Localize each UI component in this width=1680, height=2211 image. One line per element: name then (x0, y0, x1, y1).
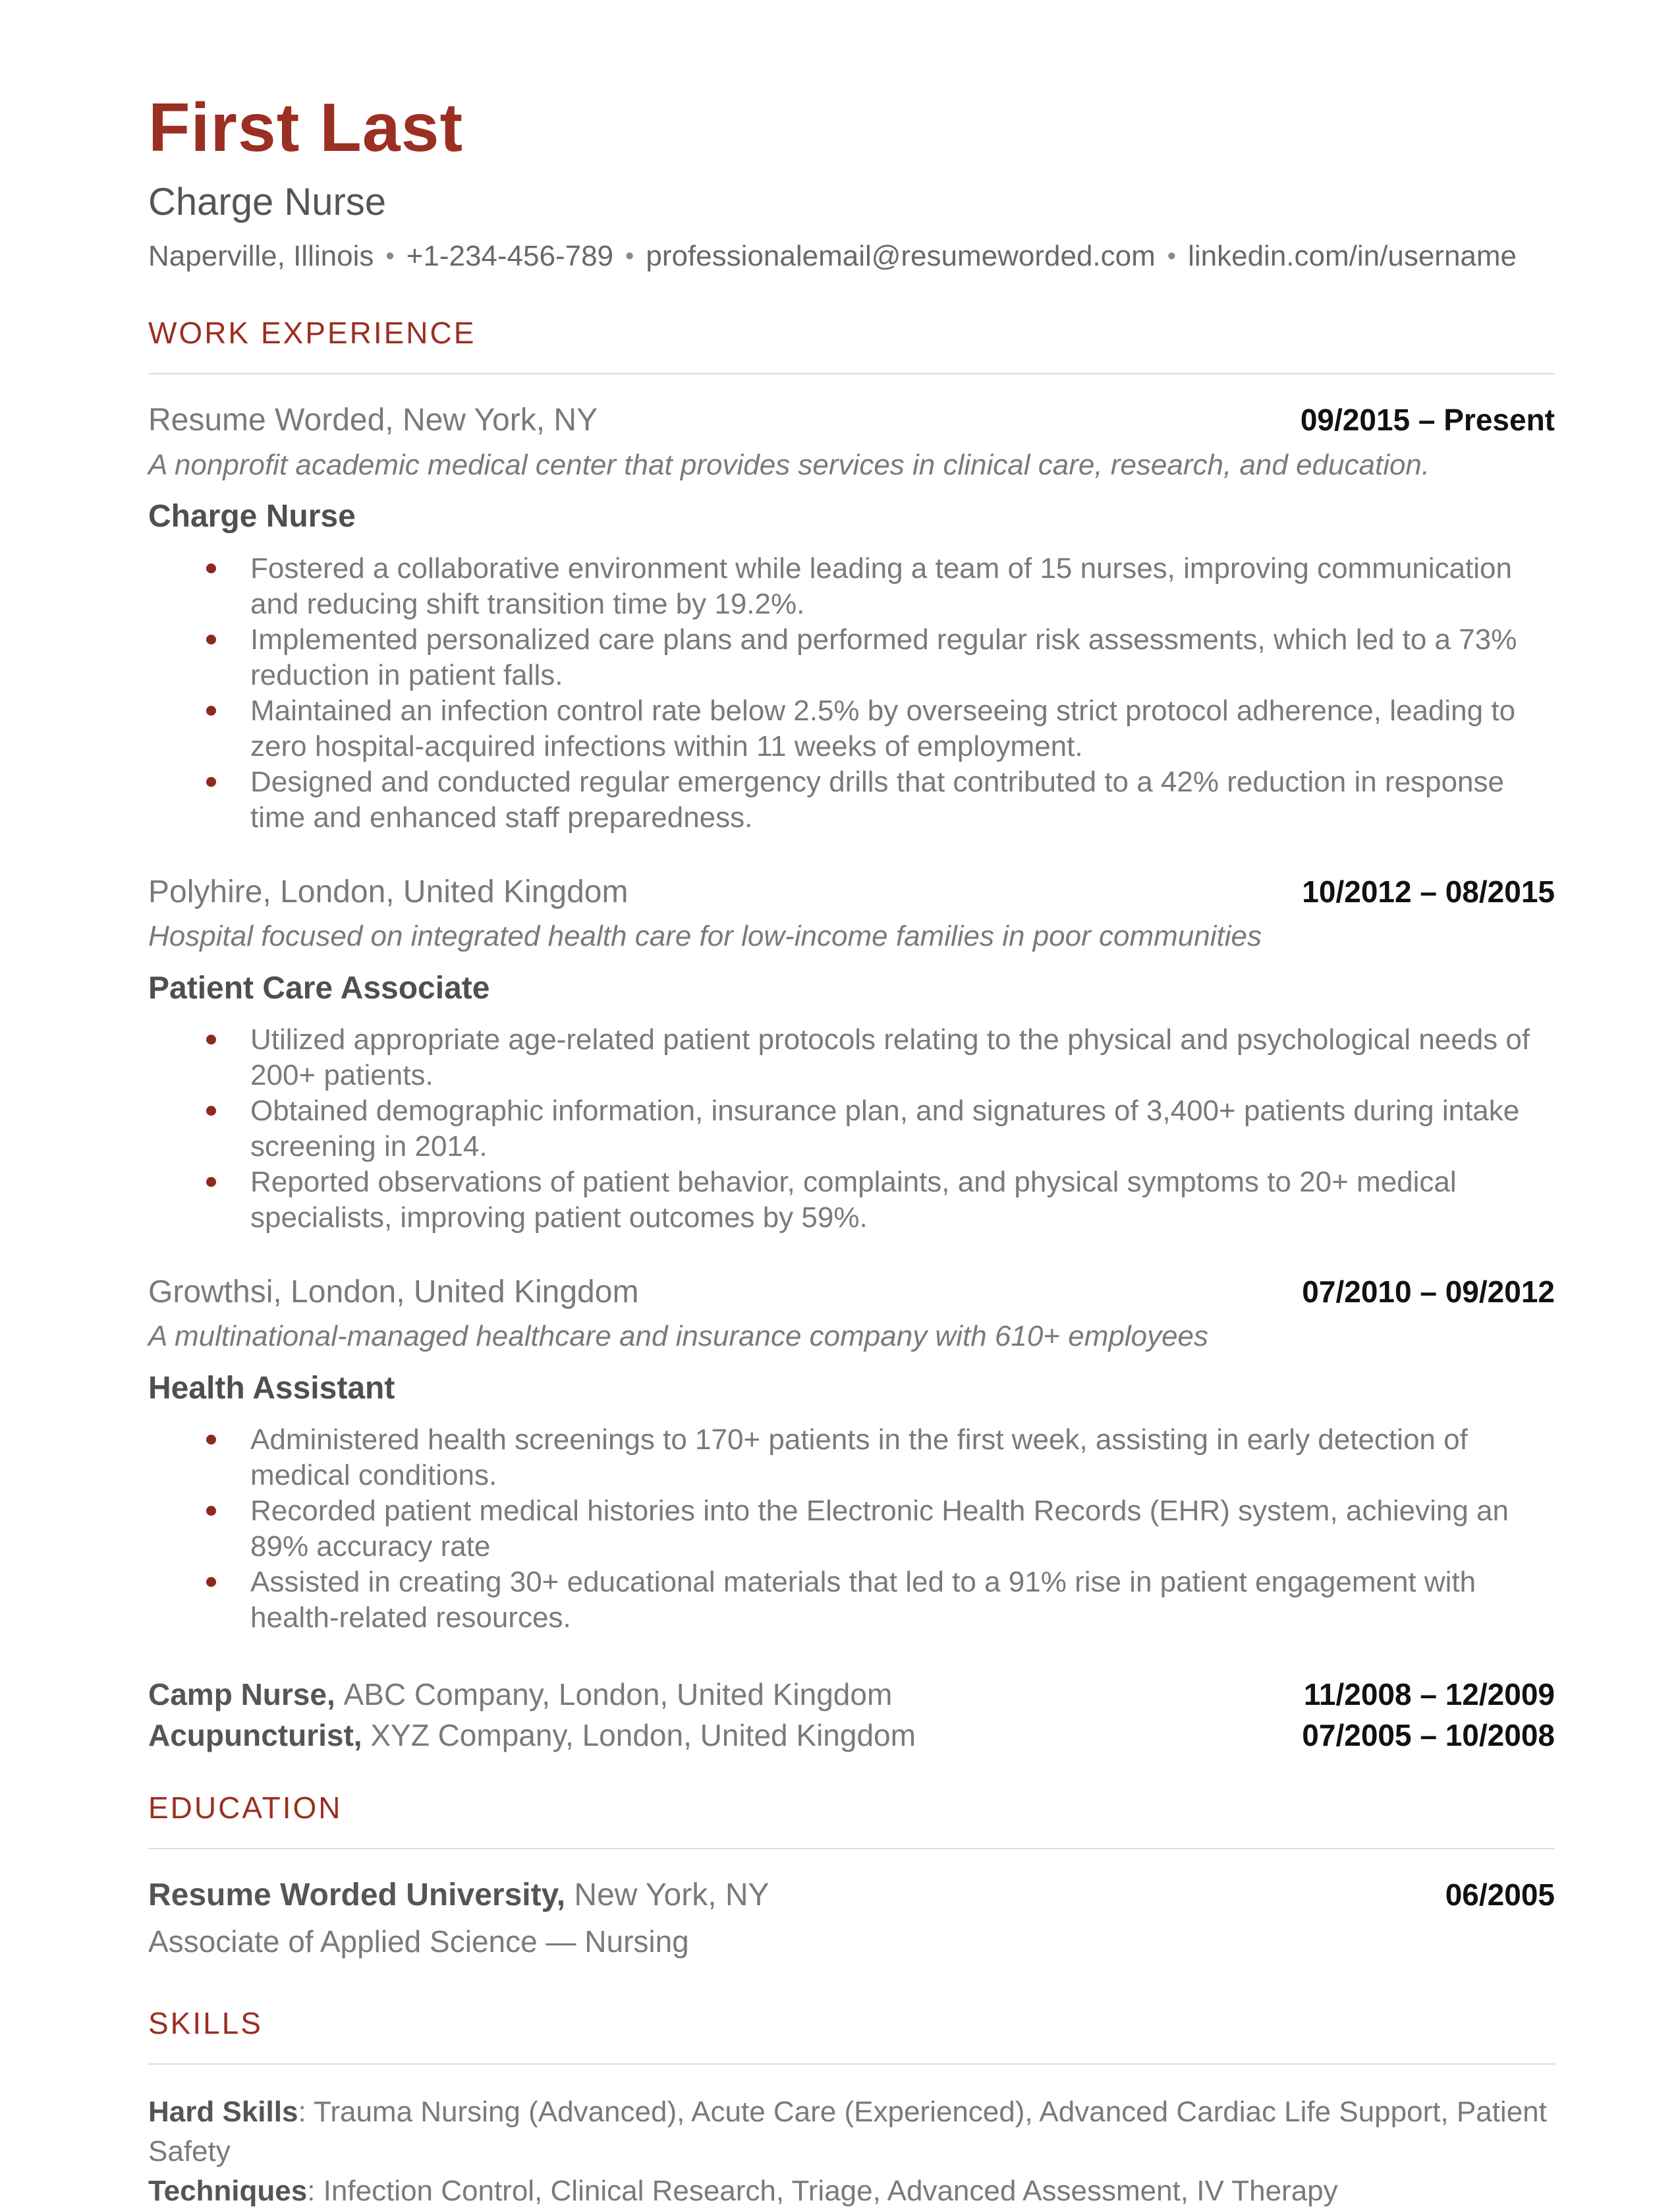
earlier-role-left (148, 1674, 892, 1715)
section-divider (148, 2063, 1555, 2065)
education-header-row (148, 1877, 1555, 1913)
contact-email[interactable]: professionalemail@resumeworded.com (646, 239, 1156, 272)
company-summary: Hospital focused on integrated health care for low-income families in poor communities (148, 919, 1262, 952)
earlier-roles (148, 1674, 1555, 1756)
bullet-item: Recorded patient medical histories into the Electronic Health Records (EHR) system, achieving an 89% accuracy rate (148, 1493, 1555, 1565)
skills-value: : Trauma Nursing (Advanced), Acute Care (Experienced), Advanced Cardiac Life Support, Patient Safety (148, 2096, 1547, 2168)
job-header-row (148, 402, 1555, 438)
bullet-item: Administered health screenings to 170+ patients in the first week, assisting in early detection of medical conditions. (148, 1422, 1555, 1493)
section-skills (148, 2007, 1555, 2211)
company-name: Resume Worded, New York, NY (148, 403, 598, 438)
person-job-title: Charge Nurse (148, 181, 387, 224)
person-name: First Last (148, 90, 464, 166)
skills-value: : Infection Control, Clinical Research, Triage, Advanced Assessment, IV Therapy (307, 2175, 1338, 2208)
company-summary: A nonprofit academic medical center that provides services in clinical care, research, and education. (148, 448, 1430, 481)
skills-label: Hard Skills (148, 2096, 298, 2129)
work-experience-heading: WORK EXPERIENCE (148, 315, 476, 350)
education-entry (148, 1877, 1555, 1960)
education-degree: Associate of Applied Science — Nursing (148, 1924, 689, 1959)
contact-separator-dot: • (385, 242, 395, 270)
earlier-role-row (148, 1674, 1555, 1715)
section-divider (148, 373, 1555, 374)
job-bullet-list (148, 1022, 1555, 1236)
contact-line (148, 239, 1555, 274)
company-name: Polyhire, London, United Kingdom (148, 874, 629, 909)
earlier-role-dates: 11/2008 – 12/2009 (1303, 1677, 1555, 1711)
job-header-row (148, 1274, 1555, 1310)
job-entry (148, 874, 1555, 1236)
job-role-title: Health Assistant (148, 1370, 395, 1406)
job-entry (148, 1274, 1555, 1636)
contact-location: Naperville, Illinois (148, 239, 374, 272)
job-header-row (148, 874, 1555, 910)
bullet-item: Designed and conducted regular emergency drills that contributed to a 42% reduction in response time and enhanced staff preparedness. (148, 764, 1555, 836)
job-dates: 09/2015 – Present (1300, 403, 1555, 438)
job-role-title: Charge Nurse (148, 499, 356, 534)
education-school-name: Resume Worded University, (148, 1878, 574, 1913)
bullet-item: Assisted in creating 30+ educational materials that led to a 91% rise in patient engagement with health-related resources. (148, 1565, 1555, 1636)
section-work-experience (148, 316, 1555, 1756)
contact-phone: +1-234-456-789 (406, 239, 614, 272)
skills-heading: SKILLS (148, 2005, 263, 2040)
job-bullet-list (148, 551, 1555, 836)
job-bullet-list (148, 1422, 1555, 1636)
job-entry (148, 402, 1555, 835)
section-education (148, 1791, 1555, 1961)
skills-row (148, 2171, 1555, 2211)
bullet-item: Implemented personalized care plans and performed regular risk assessments, which led to a 73% reduction in patient falls. (148, 622, 1555, 693)
skills-label: Techniques (148, 2175, 308, 2208)
earlier-role-org: ABC Company, London, United Kingdom (343, 1677, 893, 1711)
resume-header (148, 92, 1555, 274)
bullet-item: Maintained an infection control rate below 2.5% by overseeing strict protocol adherence, leading to zero hospital-acquired infections within 11 weeks of employment. (148, 693, 1555, 764)
earlier-role-dates: 07/2005 – 10/2008 (1302, 1717, 1555, 1752)
contact-separator-dot: • (1167, 242, 1177, 270)
bullet-item: Reported observations of patient behavior, complaints, and physical symptoms to 20+ medical specialists, improving patient outcomes by 59%. (148, 1164, 1555, 1236)
bullet-item: Fostered a collaborative environment while leading a team of 15 nurses, improving communication and reducing shift transition time by 19.2%. (148, 551, 1555, 622)
earlier-role-org: XYZ Company, London, United Kingdom (370, 1717, 916, 1752)
earlier-role-title: Acupuncturist, (148, 1717, 371, 1752)
bullet-item: Utilized appropriate age-related patient protocols relating to the physical and psychological needs of 200+ patients. (148, 1022, 1555, 1093)
company-summary: A multinational-managed healthcare and insurance company with 610+ employees (148, 1319, 1209, 1352)
education-heading: EDUCATION (148, 1790, 343, 1825)
earlier-role-left (148, 1715, 916, 1756)
job-dates: 07/2010 – 09/2012 (1302, 1274, 1555, 1309)
education-school-location: New York, NY (574, 1878, 770, 1913)
education-dates: 06/2005 (1445, 1878, 1555, 1912)
company-name: Growthsi, London, United Kingdom (148, 1274, 639, 1309)
contact-linkedin[interactable]: linkedin.com/in/username (1188, 239, 1517, 272)
education-school-line (148, 1877, 770, 1913)
bullet-item: Obtained demographic information, insurance plan, and signatures of 3,400+ patients during intake screening in 2014. (148, 1093, 1555, 1164)
earlier-role-row (148, 1715, 1555, 1756)
job-dates: 10/2012 – 08/2015 (1302, 874, 1555, 909)
earlier-role-title: Camp Nurse, (148, 1677, 344, 1711)
contact-separator-dot: • (625, 242, 634, 270)
section-divider (148, 1848, 1555, 1849)
job-role-title: Patient Care Associate (148, 970, 490, 1006)
skills-row (148, 2092, 1555, 2171)
